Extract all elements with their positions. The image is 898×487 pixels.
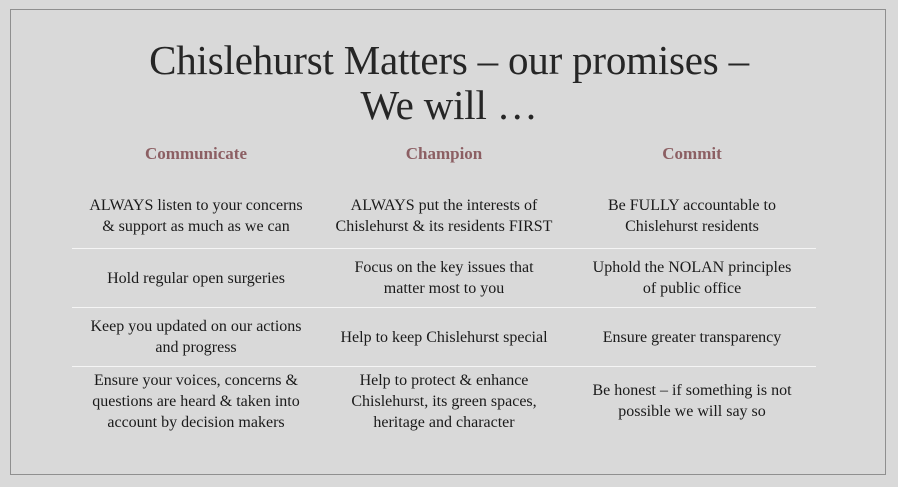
cell-communicate [72,316,320,358]
title-line-1: Chislehurst Matters – our promises – [149,37,749,83]
cell-champion [320,370,568,433]
cell-line: Focus on the key issues that [354,259,534,276]
cell-communicate [72,370,320,433]
slide [10,9,886,475]
cell-line: Chislehurst residents [625,218,759,235]
cell-line: account by decision makers [107,413,285,431]
cell-line: Ensure greater transparency [602,328,782,346]
table-row [72,307,816,366]
cell-line: matter most to you [383,280,505,297]
header-commit: Commit [662,144,722,163]
cell-communicate [72,195,320,237]
table-row [72,366,816,435]
cell-line: of public office [642,280,742,297]
cell-commit [568,327,816,348]
header-communicate: Communicate [145,144,247,163]
table-header-row [72,136,816,184]
cell-line: Keep you updated on our actions [90,318,302,335]
cell-line: ALWAYS listen to your concerns [89,197,303,214]
title-line-2: We will … [360,82,538,128]
cell-line: Chislehurst & its residents FIRST [335,218,553,235]
cell-line: Uphold the NOLAN principles [592,259,792,276]
cell-champion [320,257,568,299]
table-row [72,248,816,307]
cell-line: ALWAYS put the interests of [350,197,538,214]
cell-line: & support as much as we can [102,218,290,235]
cell-communicate [72,268,320,289]
promises-table [72,136,816,435]
cell-line: questions are heard & taken into [92,392,300,410]
cell-commit [568,380,816,422]
cell-champion [320,195,568,237]
header-champion: Champion [405,144,483,163]
cell-champion [320,327,568,348]
cell-commit [568,195,816,237]
cell-line: Hold regular open surgeries [107,269,285,287]
cell-line: possible we will say so [618,403,766,420]
cell-line: heritage and character [373,413,515,431]
table-row [72,184,816,248]
cell-line: Be FULLY accountable to [608,197,776,214]
cell-line: Ensure your voices, concerns & [94,371,298,389]
cell-line: and progress [155,339,237,356]
cell-line: Be honest – if something is not [592,382,792,399]
cell-line: Help to keep Chislehurst special [340,328,548,346]
cell-line: Chislehurst, its green spaces, [351,392,537,410]
cell-line: Help to protect & enhance [359,371,529,389]
cell-commit [568,257,816,299]
slide-title [11,38,887,128]
